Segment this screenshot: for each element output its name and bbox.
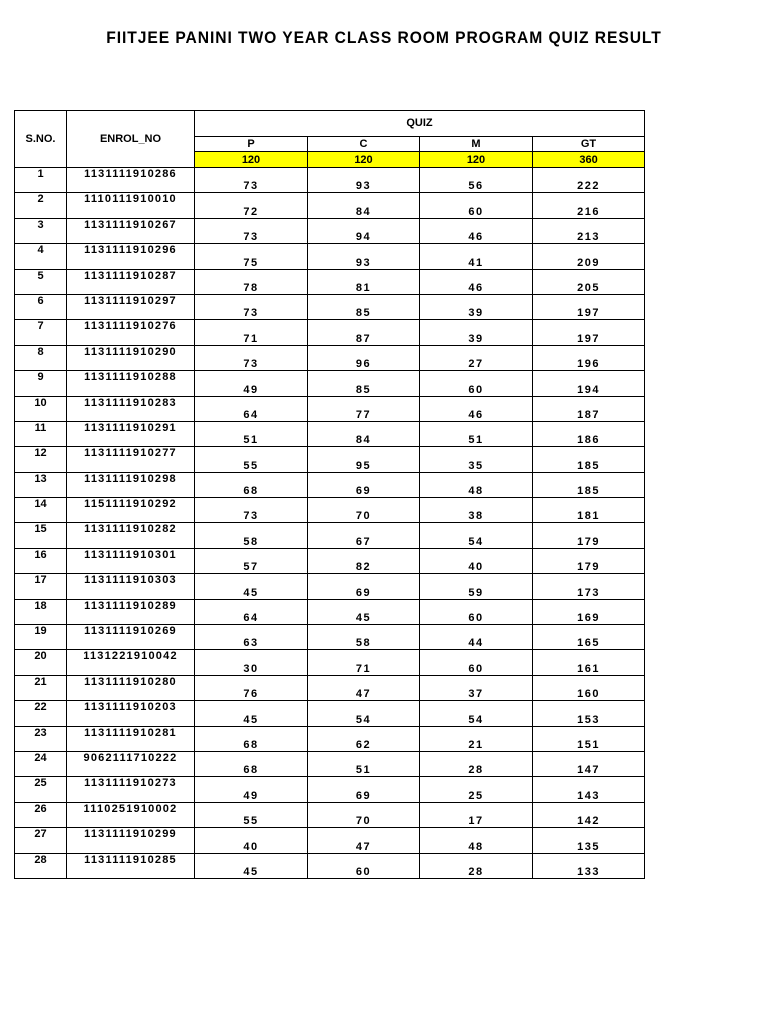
cell-score-p: 68 <box>195 472 308 497</box>
cell-sno: 22 <box>15 701 67 726</box>
quiz-result-table <box>14 110 645 879</box>
cell-sno: 16 <box>15 548 67 573</box>
table-row <box>15 701 645 726</box>
cell-enrol-no: 1131111910287 <box>67 269 195 294</box>
cell-score-p: 73 <box>195 498 308 523</box>
cell-enrol-no: 1110251910002 <box>67 802 195 827</box>
cell-enrol-no: 1131111910280 <box>67 675 195 700</box>
cell-score-gt: 185 <box>533 447 645 472</box>
table-row <box>15 650 645 675</box>
cell-score-m: 59 <box>420 574 533 599</box>
cell-score-gt: 147 <box>533 751 645 776</box>
cell-score-gt: 196 <box>533 345 645 370</box>
cell-score-c: 47 <box>308 675 420 700</box>
cell-score-c: 84 <box>308 421 420 446</box>
table-row <box>15 320 645 345</box>
table-row <box>15 396 645 421</box>
cell-score-p: 55 <box>195 802 308 827</box>
cell-score-c: 45 <box>308 599 420 624</box>
cell-score-p: 64 <box>195 599 308 624</box>
cell-enrol-no: 1131111910296 <box>67 244 195 269</box>
cell-score-p: 30 <box>195 650 308 675</box>
cell-sno: 4 <box>15 244 67 269</box>
max-marks-gt: 360 <box>533 152 645 168</box>
cell-score-p: 51 <box>195 421 308 446</box>
cell-score-p: 73 <box>195 294 308 319</box>
cell-score-p: 73 <box>195 168 308 193</box>
table-row <box>15 193 645 218</box>
cell-score-gt: 194 <box>533 371 645 396</box>
cell-score-c: 70 <box>308 802 420 827</box>
cell-sno: 6 <box>15 294 67 319</box>
table-row <box>15 421 645 446</box>
cell-score-gt: 213 <box>533 218 645 243</box>
table-row <box>15 599 645 624</box>
cell-score-p: 45 <box>195 574 308 599</box>
cell-score-c: 47 <box>308 828 420 853</box>
cell-score-c: 84 <box>308 193 420 218</box>
cell-score-gt: 161 <box>533 650 645 675</box>
header-sno: S.NO. <box>15 111 67 168</box>
cell-score-p: 75 <box>195 244 308 269</box>
cell-sno: 28 <box>15 853 67 878</box>
cell-score-p: 72 <box>195 193 308 218</box>
cell-score-m: 60 <box>420 599 533 624</box>
cell-score-c: 71 <box>308 650 420 675</box>
cell-score-p: 49 <box>195 371 308 396</box>
cell-score-m: 17 <box>420 802 533 827</box>
cell-score-m: 44 <box>420 625 533 650</box>
cell-sno: 25 <box>15 777 67 802</box>
cell-sno: 17 <box>15 574 67 599</box>
cell-sno: 13 <box>15 472 67 497</box>
cell-score-gt: 135 <box>533 828 645 853</box>
cell-score-gt: 186 <box>533 421 645 446</box>
table-row <box>15 675 645 700</box>
cell-sno: 26 <box>15 802 67 827</box>
cell-sno: 14 <box>15 498 67 523</box>
cell-sno: 2 <box>15 193 67 218</box>
cell-enrol-no: 1131111910283 <box>67 396 195 421</box>
cell-score-p: 58 <box>195 523 308 548</box>
cell-score-p: 45 <box>195 701 308 726</box>
max-marks-p: 120 <box>195 152 308 168</box>
cell-enrol-no: 1131111910299 <box>67 828 195 853</box>
cell-sno: 12 <box>15 447 67 472</box>
cell-sno: 5 <box>15 269 67 294</box>
cell-enrol-no: 1131111910277 <box>67 447 195 472</box>
table-row <box>15 269 645 294</box>
header-enrol-no: ENROL_NO <box>67 111 195 168</box>
cell-enrol-no: 1131111910301 <box>67 548 195 573</box>
cell-score-p: 64 <box>195 396 308 421</box>
cell-score-m: 28 <box>420 751 533 776</box>
cell-sno: 7 <box>15 320 67 345</box>
table-row <box>15 294 645 319</box>
cell-enrol-no: 1131111910298 <box>67 472 195 497</box>
cell-score-p: 68 <box>195 751 308 776</box>
cell-score-gt: 222 <box>533 168 645 193</box>
table-row <box>15 777 645 802</box>
table-row <box>15 447 645 472</box>
cell-score-c: 85 <box>308 371 420 396</box>
cell-sno: 9 <box>15 371 67 396</box>
cell-sno: 15 <box>15 523 67 548</box>
table-row <box>15 574 645 599</box>
cell-score-c: 70 <box>308 498 420 523</box>
cell-score-c: 58 <box>308 625 420 650</box>
result-rows <box>15 168 645 879</box>
cell-score-p: 68 <box>195 726 308 751</box>
table-row <box>15 218 645 243</box>
table-row <box>15 472 645 497</box>
cell-score-m: 35 <box>420 447 533 472</box>
header-p: P <box>195 136 308 152</box>
cell-score-gt: 165 <box>533 625 645 650</box>
table-row <box>15 751 645 776</box>
cell-score-gt: 142 <box>533 802 645 827</box>
cell-score-c: 85 <box>308 294 420 319</box>
cell-score-m: 25 <box>420 777 533 802</box>
header-quiz: QUIZ <box>195 111 645 137</box>
cell-score-m: 39 <box>420 320 533 345</box>
cell-enrol-no: 1131111910288 <box>67 371 195 396</box>
table-row <box>15 371 645 396</box>
header-c: C <box>308 136 420 152</box>
cell-score-gt: 209 <box>533 244 645 269</box>
cell-score-m: 27 <box>420 345 533 370</box>
cell-enrol-no: 1131111910267 <box>67 218 195 243</box>
cell-score-gt: 181 <box>533 498 645 523</box>
cell-enrol-no: 1131111910282 <box>67 523 195 548</box>
cell-score-c: 69 <box>308 574 420 599</box>
cell-score-p: 63 <box>195 625 308 650</box>
cell-sno: 11 <box>15 421 67 446</box>
cell-sno: 8 <box>15 345 67 370</box>
header-m: M <box>420 136 533 152</box>
cell-score-c: 81 <box>308 269 420 294</box>
cell-enrol-no: 9062111710222 <box>67 751 195 776</box>
cell-score-p: 57 <box>195 548 308 573</box>
cell-score-c: 54 <box>308 701 420 726</box>
cell-score-gt: 187 <box>533 396 645 421</box>
cell-enrol-no: 1131111910290 <box>67 345 195 370</box>
cell-enrol-no: 1131111910269 <box>67 625 195 650</box>
cell-score-gt: 179 <box>533 548 645 573</box>
cell-score-gt: 143 <box>533 777 645 802</box>
cell-score-c: 69 <box>308 777 420 802</box>
cell-score-c: 94 <box>308 218 420 243</box>
cell-score-m: 28 <box>420 853 533 878</box>
cell-score-m: 46 <box>420 218 533 243</box>
cell-score-gt: 216 <box>533 193 645 218</box>
cell-score-gt: 197 <box>533 294 645 319</box>
cell-score-m: 51 <box>420 421 533 446</box>
cell-score-m: 38 <box>420 498 533 523</box>
cell-enrol-no: 1151111910292 <box>67 498 195 523</box>
cell-enrol-no: 1131111910297 <box>67 294 195 319</box>
cell-score-gt: 160 <box>533 675 645 700</box>
cell-enrol-no: 1131111910285 <box>67 853 195 878</box>
cell-score-m: 40 <box>420 548 533 573</box>
cell-score-c: 60 <box>308 853 420 878</box>
cell-score-gt: 205 <box>533 269 645 294</box>
table-row <box>15 498 645 523</box>
cell-score-c: 96 <box>308 345 420 370</box>
max-marks-c: 120 <box>308 152 420 168</box>
cell-score-m: 41 <box>420 244 533 269</box>
cell-score-gt: 197 <box>533 320 645 345</box>
table-row <box>15 625 645 650</box>
cell-sno: 18 <box>15 599 67 624</box>
cell-score-p: 78 <box>195 269 308 294</box>
cell-score-m: 37 <box>420 675 533 700</box>
cell-score-c: 77 <box>308 396 420 421</box>
cell-sno: 19 <box>15 625 67 650</box>
cell-score-p: 73 <box>195 345 308 370</box>
cell-score-m: 60 <box>420 650 533 675</box>
page-title: FIITJEE PANINI TWO YEAR CLASS ROOM PROGRAM QUIZ RESULT <box>106 28 662 47</box>
cell-score-m: 46 <box>420 269 533 294</box>
cell-score-gt: 133 <box>533 853 645 878</box>
cell-score-c: 67 <box>308 523 420 548</box>
table-row <box>15 828 645 853</box>
cell-enrol-no: 1131111910281 <box>67 726 195 751</box>
cell-score-m: 56 <box>420 168 533 193</box>
cell-enrol-no: 1131111910291 <box>67 421 195 446</box>
cell-score-c: 95 <box>308 447 420 472</box>
cell-score-m: 60 <box>420 371 533 396</box>
cell-score-gt: 169 <box>533 599 645 624</box>
cell-score-p: 55 <box>195 447 308 472</box>
cell-score-m: 48 <box>420 828 533 853</box>
cell-score-p: 49 <box>195 777 308 802</box>
cell-enrol-no: 1131111910289 <box>67 599 195 624</box>
cell-sno: 27 <box>15 828 67 853</box>
cell-enrol-no: 1131111910286 <box>67 168 195 193</box>
cell-sno: 10 <box>15 396 67 421</box>
table-row <box>15 345 645 370</box>
table-row <box>15 168 645 193</box>
cell-score-c: 93 <box>308 168 420 193</box>
cell-sno: 20 <box>15 650 67 675</box>
cell-score-c: 69 <box>308 472 420 497</box>
cell-score-c: 87 <box>308 320 420 345</box>
table-row <box>15 853 645 878</box>
cell-score-p: 40 <box>195 828 308 853</box>
cell-score-c: 93 <box>308 244 420 269</box>
cell-score-p: 76 <box>195 675 308 700</box>
cell-score-m: 54 <box>420 701 533 726</box>
cell-enrol-no: 1110111910010 <box>67 193 195 218</box>
cell-score-m: 48 <box>420 472 533 497</box>
table-row <box>15 802 645 827</box>
cell-enrol-no: 1131111910303 <box>67 574 195 599</box>
cell-score-m: 54 <box>420 523 533 548</box>
cell-sno: 3 <box>15 218 67 243</box>
cell-score-c: 82 <box>308 548 420 573</box>
cell-score-p: 73 <box>195 218 308 243</box>
table-row <box>15 548 645 573</box>
cell-score-m: 39 <box>420 294 533 319</box>
cell-score-gt: 151 <box>533 726 645 751</box>
cell-score-c: 62 <box>308 726 420 751</box>
max-marks-m: 120 <box>420 152 533 168</box>
cell-score-p: 45 <box>195 853 308 878</box>
cell-sno: 24 <box>15 751 67 776</box>
table-row <box>15 244 645 269</box>
header-gt: GT <box>533 136 645 152</box>
cell-enrol-no: 1131111910273 <box>67 777 195 802</box>
cell-score-p: 71 <box>195 320 308 345</box>
cell-sno: 21 <box>15 675 67 700</box>
cell-score-gt: 185 <box>533 472 645 497</box>
cell-enrol-no: 1131111910203 <box>67 701 195 726</box>
cell-sno: 23 <box>15 726 67 751</box>
cell-enrol-no: 1131221910042 <box>67 650 195 675</box>
cell-sno: 1 <box>15 168 67 193</box>
table-row <box>15 726 645 751</box>
cell-score-gt: 173 <box>533 574 645 599</box>
cell-score-c: 51 <box>308 751 420 776</box>
table-row <box>15 523 645 548</box>
cell-score-gt: 153 <box>533 701 645 726</box>
cell-score-m: 60 <box>420 193 533 218</box>
cell-score-m: 46 <box>420 396 533 421</box>
cell-score-m: 21 <box>420 726 533 751</box>
cell-enrol-no: 1131111910276 <box>67 320 195 345</box>
cell-score-gt: 179 <box>533 523 645 548</box>
